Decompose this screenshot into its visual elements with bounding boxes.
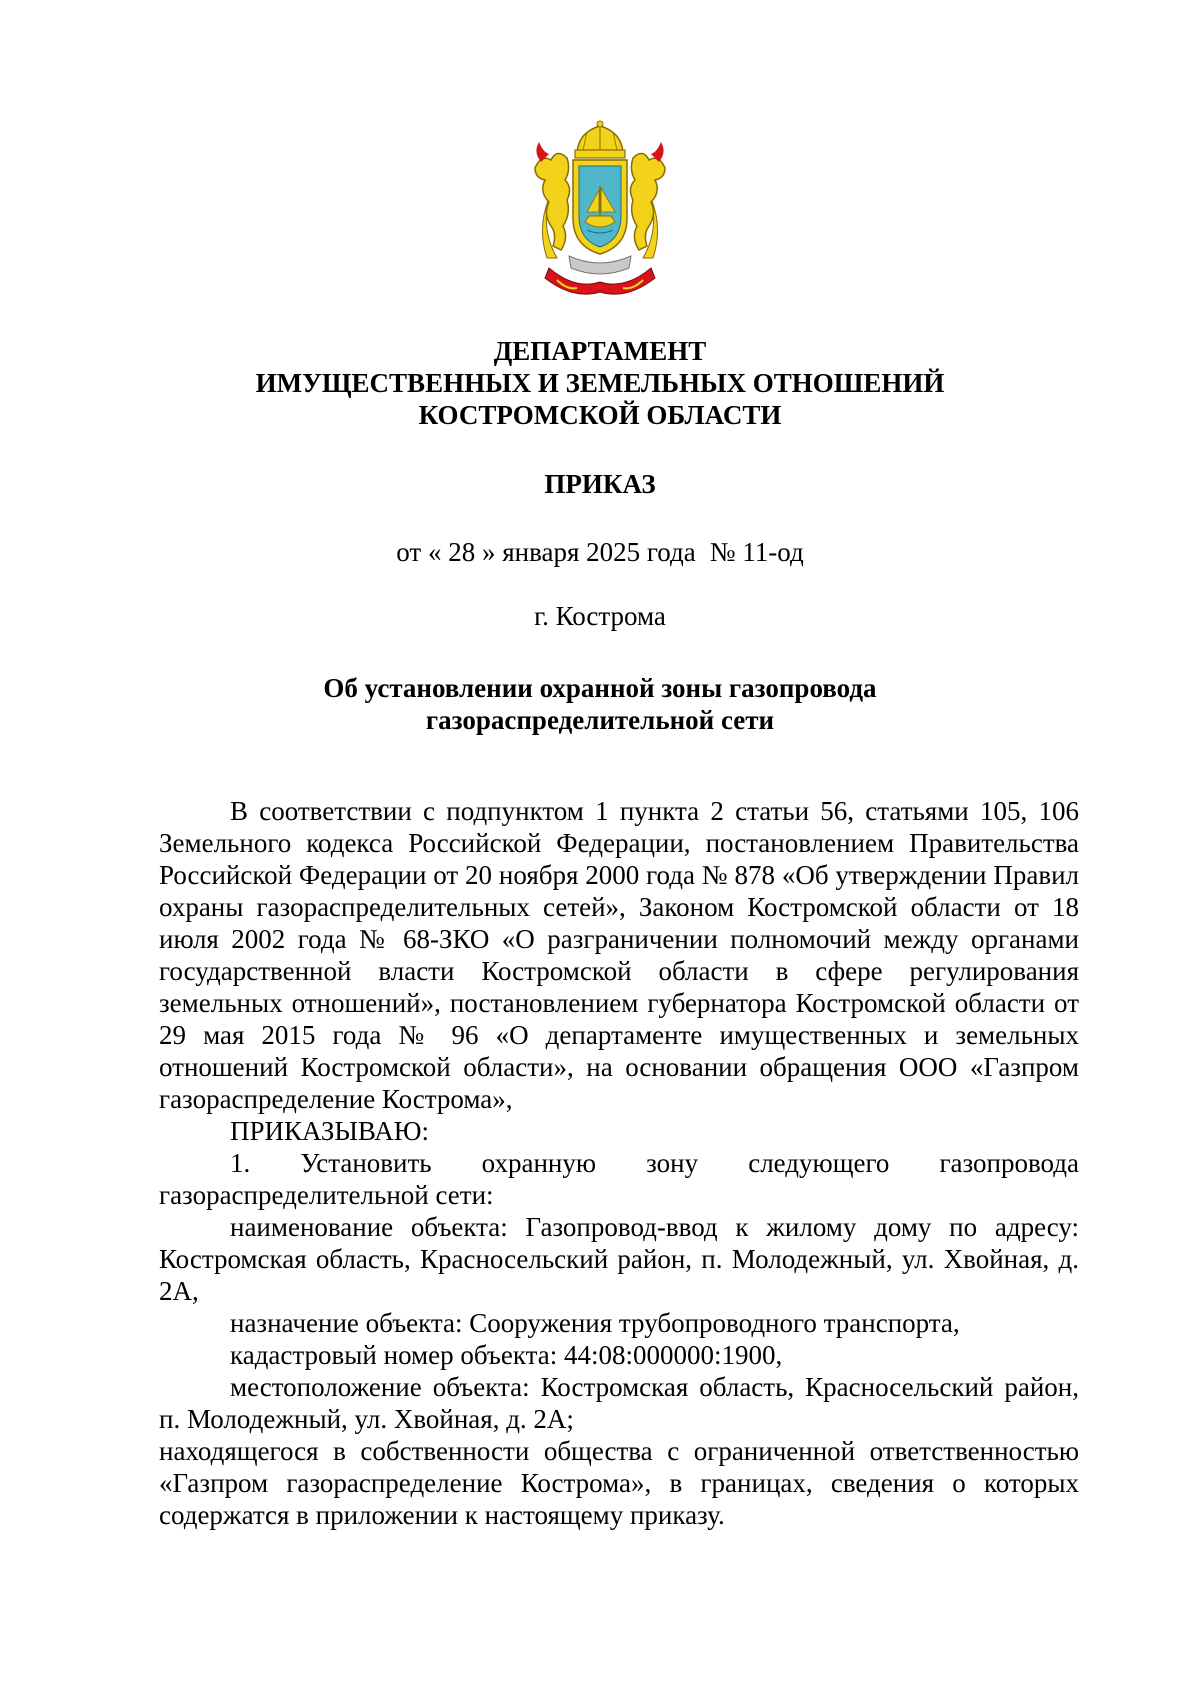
cadastral-number-paragraph: кадастровый номер объекта: 44:08:000000:1900, [230,1340,783,1370]
department-line-2: ИМУЩЕСТВЕННЫХ И ЗЕМЕЛЬНЫХ ОТНОШЕНИЙ [255,368,945,398]
order-date: от « 28 » января 2025 года [396,537,696,567]
coat-of-arms-icon [527,118,673,300]
item-1-paragraph: 1. Установить охранную зону следующего газопровода газораспределительной сети: [159,1148,1079,1210]
order-date-number [160,536,1040,568]
subject-line-1: Об установлении охранной зоны газопровода [323,673,877,703]
preamble-paragraph: В соответствии с подпунктом 1 пункта 2 статьи 56, статьями 105, 106 Земельного кодекса Российской Федерации, постановлением Правительства Российской Федерации от 20 ноября 2000 года № 878 «Об утверждении Правил охраны газораспределительных сетей», Законом Костромской области от 18 июля 2002 года № 68-ЗКО «О разграничении полномочий между органами государственной власти Костромской области в сфере регулирования земельных отношений», постановлением губернатора Костромской области от 29 мая 2015 года № 96 «О департаменте имущественных и земельных отношений Костромской области», на основании обращения ООО «Газпром газораспределение Кострома», [159,796,1079,1114]
order-city: г. Кострома [534,601,666,631]
order-body [159,795,1079,1531]
department-line-3: КОСТРОМСКОЙ ОБЛАСТИ [418,400,782,430]
location-paragraph: местоположение объекта: Костромская область, Красносельский район, п. Молодежный, ул. Хвойная, д. 2А; [159,1372,1079,1434]
object-purpose-paragraph: назначение объекта: Сооружения трубопроводного транспорта, [230,1308,960,1338]
order-subject [160,672,1040,736]
ownership-paragraph: находящегося в собственности общества с ограниченной ответственностью «Газпром газораспределение Кострома», в границах, сведения о которых содержатся в приложении к настоящему приказу. [159,1436,1079,1530]
subject-line-2: газораспределительной сети [425,705,775,735]
order-word: ПРИКАЗЫВАЮ: [230,1116,429,1146]
order-title: ПРИКАЗ [544,469,656,499]
order-number: № 11-од [709,537,804,567]
department-line-1: ДЕПАРТАМЕНТ [493,336,707,366]
object-name-paragraph: наименование объекта: Газопровод-ввод к жилому дому по адресу: Костромская область, Красносельский район, п. Молодежный, ул. Хвойная, д. 2А, [159,1212,1079,1306]
department-name [160,335,1040,431]
